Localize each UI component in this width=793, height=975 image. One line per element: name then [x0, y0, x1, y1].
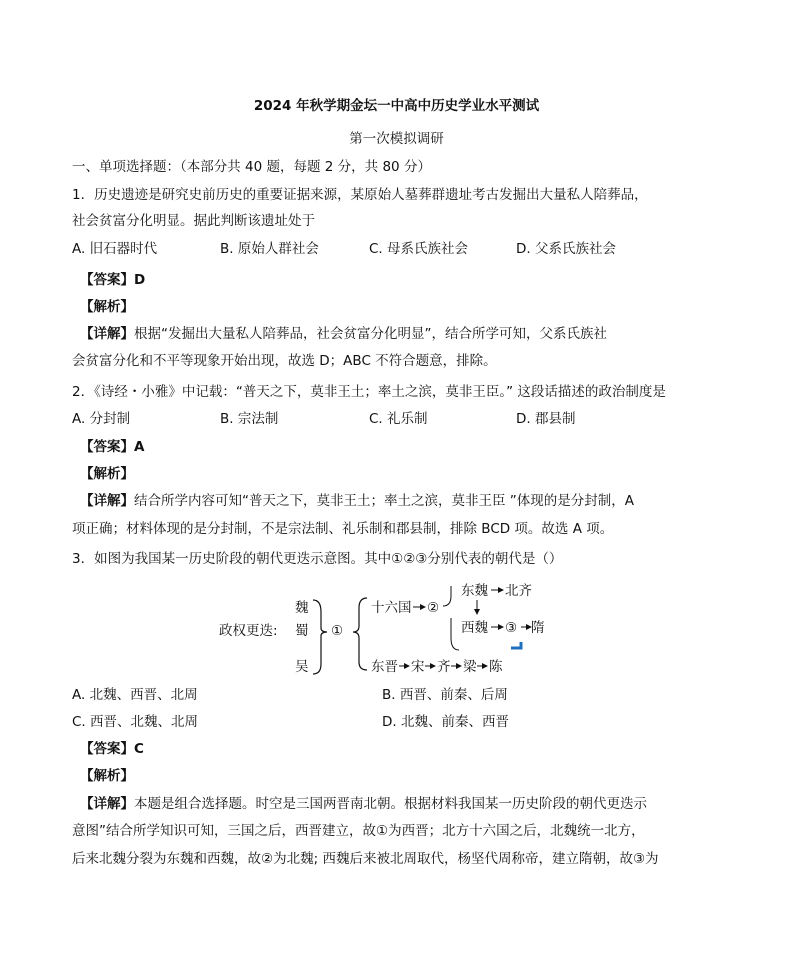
detail-label: 【详解】: [80, 796, 134, 812]
west-wei: 西魏: [461, 620, 488, 636]
q1-option-a: A. 旧石器时代: [72, 241, 158, 257]
q3-stem: 3．如图为我国某一历史阶段的朝代更迭示意图。其中①②③分别代表的朝代是（）: [72, 551, 563, 567]
q2-stem: 2．《诗经・小雅》中记载：“普天之下，莫非王土；率土之滨，莫非王臣。” 这段话描述的政治制度是: [72, 384, 666, 400]
q2-option-a: A. 分封制: [72, 411, 131, 427]
q2-detail-line1: [80, 492, 634, 510]
south-dynasty-4: 陈: [489, 659, 503, 675]
sixteen-kingdoms: 十六国: [371, 600, 412, 616]
q1-stem-line1: 1．历史遗迹是研究史前历史的重要证据来源，某原始人墓葬群遗址考古发掘出大量私人陪葬品，: [72, 187, 648, 203]
q1-answer: [80, 271, 145, 289]
q2-analysis-label: 【解析】: [80, 466, 134, 482]
bracket-split: [353, 598, 367, 670]
q1-detail-line1: [80, 325, 607, 343]
doc-subtitle: 第一次模拟调研: [349, 131, 444, 147]
detail-text: 结合所学内容可知“普天之下，莫非王土；率土之滨，莫非王臣 ”体现的是分封制，A: [134, 493, 635, 509]
blank-2: ②: [427, 600, 440, 616]
south-dynasty-2: 齐: [437, 659, 451, 675]
detail-text: 本题是组合选择题。时空是三国两晋南北朝。根据材料我国某一历史阶段的朝代更迭示: [134, 796, 647, 812]
doc-title: 2024 年秋学期金坛一中高中历史学业水平测试: [253, 98, 540, 114]
detail-label: 【详解】: [80, 493, 134, 509]
answer-label: 【答案】: [80, 741, 134, 757]
north-qi: 北齐: [505, 583, 532, 599]
q1-option-b: B. 原始人群社会: [220, 241, 319, 257]
q3-answer: [80, 740, 144, 758]
q3-option-d: D. 北魏、前秦、西晋: [382, 714, 509, 730]
east-wei: 东魏: [461, 583, 488, 599]
q1-analysis-label: 【解析】: [80, 299, 134, 315]
dynasty-succession-diagram: [215, 578, 545, 678]
q3-detail-line1: [80, 795, 647, 813]
q2-option-b: B. 宗法制: [220, 411, 279, 427]
answer-value: C: [134, 741, 144, 757]
answer-value: D: [134, 272, 146, 288]
blue-corner-arrow: [511, 642, 521, 648]
diagram-lead-label: 政权更迭:: [219, 623, 278, 639]
answer-label: 【答案】: [80, 272, 134, 288]
kingdom-wei: 魏: [295, 600, 309, 616]
kingdom-wu: 吴: [295, 659, 309, 675]
blank-3: ③: [505, 620, 518, 636]
answer-value: A: [134, 439, 145, 455]
q3-detail-line3: 后来北魏分裂为东魏和西魏，故②为北魏; 西魏后来被北周取代，杨坚代周称帝，建立隋朝，故③为: [72, 851, 659, 867]
answer-label: 【答案】: [80, 439, 134, 455]
q1-detail-line2: 会贫富分化和不平等现象开始出现，故选 D；ABC 不符合题意，排除。: [72, 353, 497, 369]
q3-option-b: B. 西晋、前秦、后周: [382, 687, 508, 703]
bracket-three-kingdoms: [313, 600, 327, 674]
section-heading: 一、单项选择题：（本部分共 40 题，每题 2 分，共 80 分）: [72, 159, 431, 175]
q2-option-c: C. 礼乐制: [369, 411, 428, 427]
detail-text: 根据“发掘出大量私人陪葬品，社会贫富分化明显”，结合所学可知，父系氏族社: [134, 326, 607, 342]
kingdom-shu: 蜀: [295, 623, 309, 639]
branch-lines: [443, 586, 459, 650]
detail-label: 【详解】: [80, 326, 134, 342]
blank-1: ①: [331, 623, 344, 639]
q1-option-d: D. 父系氏族社会: [516, 241, 616, 257]
south-dynasty-1: 宋: [411, 659, 425, 675]
south-dynasty-3: 梁: [463, 659, 477, 675]
q2-answer: [80, 438, 144, 456]
q3-detail-line2: 意图”结合所学知识可知，三国之后，西晋建立，故①为西晋；北方十六国之后，北魏统一北方，: [72, 823, 645, 839]
q1-option-c: C. 母系氏族社会: [369, 241, 469, 257]
q3-option-c: C. 西晋、北魏、北周: [72, 714, 199, 730]
q1-stem-line2: 社会贫富分化明显。据此判断该遗址处于: [72, 213, 315, 229]
q2-detail-line2: 项正确；材料体现的是分封制，不是宗法制、礼乐制和郡县制，排除 BCD 项。故选 A 项。: [72, 521, 614, 537]
q3-analysis-label: 【解析】: [80, 768, 134, 784]
south-dynasty-0: 东晋: [371, 659, 398, 675]
q2-option-d: D. 郡县制: [516, 411, 576, 427]
q3-option-a: A. 北魏、西晋、北周: [72, 687, 198, 703]
sui: 隋: [531, 620, 545, 636]
